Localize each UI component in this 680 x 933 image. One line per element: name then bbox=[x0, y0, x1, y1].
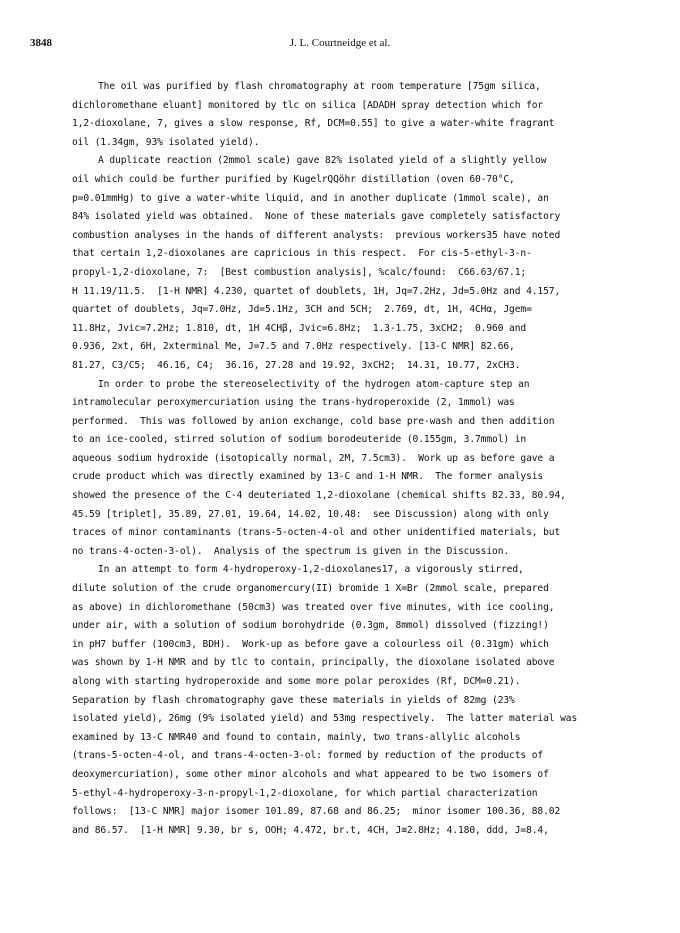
text-line: 45.59 [triplet], 35.89, 27.01, 19.64, 14.02, 10.48: see Discussion) along with only bbox=[72, 508, 549, 520]
text-line: Separation by flash chromatography gave these materials in yields of 82mg (23% bbox=[72, 694, 515, 706]
text-line: no trans-4-octen-3-ol). Analysis of the spectrum is given in the Discussion. bbox=[72, 545, 510, 557]
text-line: in pH7 buffer (100cm3, BDH). Work-up as before gave a colourless oil (0.31gm) which bbox=[72, 638, 549, 650]
text-line: examined by 13-C NMR40 and found to contain, mainly, two trans-allylic alcohols bbox=[72, 731, 521, 743]
text-line: The oil was purified by flash chromatography at room temperature [75gm silica, bbox=[98, 81, 541, 92]
text-line: 84% isolated yield was obtained. None of these materials gave completely satisfactory bbox=[72, 211, 561, 223]
text-line: In order to probe the stereoselectivity of the hydrogen atom-capture step an bbox=[98, 378, 530, 390]
text-line: p=0.01mmHg) to give a water-white liquid, and in another duplicate (1mmol scale), an bbox=[72, 192, 549, 204]
text-line: traces of minor contaminants (trans-5-octen-4-ol and other unidentified materials, but bbox=[72, 527, 561, 539]
text-line: deoxymercuriation), some other minor alcohols and what appeared to be two isomers of bbox=[72, 768, 549, 780]
text-line: aqueous sodium hydroxide (isotopically normal, 2M, 7.5cm3). Work up as before gave a bbox=[72, 452, 555, 464]
page-header bbox=[30, 37, 650, 53]
text-line: propyl-1,2-dioxolane, 7: [Best combustion analysis], %calc/found: C66.63/67.1; bbox=[72, 266, 527, 278]
page-number: 3848 bbox=[30, 37, 52, 49]
text-line: was shown by 1-H NMR and by tlc to contain, principally, the dioxolane isolated above bbox=[72, 657, 555, 669]
text-line: as above) in dichloromethane (50cm3) was treated over five minutes, with ice cooling, bbox=[72, 601, 555, 613]
text-line: performed. This was followed by anion exchange, cold base pre-wash and then addition bbox=[72, 415, 555, 427]
text-line: combustion analyses in the hands of different analysts: previous workers35 have noted bbox=[72, 229, 561, 241]
body-text bbox=[72, 78, 612, 840]
text-line: along with starting hydroperoxide and some more polar peroxides (Rf, DCM=0.21). bbox=[72, 676, 521, 687]
text-line: 1,2-dioxolane, 7, gives a slow response, Rf, DCM=0.55] to give a water-white fragrant bbox=[72, 118, 555, 130]
text-line: oil which could be further purified by KugelrQQöhr distillation (oven 60-70°C, bbox=[72, 173, 515, 185]
text-line: In an attempt to form 4-hydroperoxy-1,2-dioxolanes17, a vigorously stirred, bbox=[98, 564, 524, 576]
text-line: under air, with a solution of sodium borohydride (0.3gm, 8mmol) dissolved (fizzing!) bbox=[72, 620, 549, 632]
text-line: H 11.19/11.5. [1-H NMR] 4.230, quartet of doublets, 1H, Jq=7.2Hz, Jd=5.0Hz and 4.157, bbox=[72, 285, 561, 297]
text-line: to an ice-cooled, stirred solution of sodium borodeuteride (0.155gm, 3.7mmol) in bbox=[72, 434, 527, 446]
text-line: intramolecular peroxymercuriation using the trans-hydroperoxide (2, 1mmol) was bbox=[72, 397, 515, 409]
text-line: 11.8Hz, Jvic=7.2Hz; 1.810, dt, 1H 4CHβ, Jvic=6.8Hz; 1.3-1.75, 3xCH2; 0.960 and bbox=[72, 322, 527, 334]
running-head: J. L. Courtneidge et al. bbox=[289, 37, 391, 49]
text-line: quartet of doublets, Jq=7.0Hz, Jd=5.1Hz, 3CH and 5CH; 2.769, dt, 1H, 4CHα, Jgem= bbox=[72, 304, 532, 316]
text-line: dilute solution of the crude organomercury(II) bromide 1 X=Br (2mmol scale, prepared bbox=[72, 583, 549, 595]
text-line: dichloromethane eluant] monitored by tlc on silica [ADADH spray detection which for bbox=[72, 99, 544, 111]
text-line: 5-ethyl-4-hydroperoxy-3-n-propyl-1,2-dioxolane, for which partial characterization bbox=[72, 787, 538, 799]
text-line: showed the presence of the C-4 deuteriated 1,2-dioxolane (chemical shifts 82.33, 80.94, bbox=[72, 490, 566, 502]
text-line: oil (1.34gm, 93% isolated yield). bbox=[72, 136, 260, 148]
text-line: follows: [13-C NMR] major isomer 101.89, 87.68 and 86.25; minor isomer 100.36, 88.02 bbox=[72, 806, 561, 818]
text-line: 0.936, 2xt, 6H, 2xterminal Me, J=7.5 and 7.0Hz respectively. [13-C NMR] 82.66, bbox=[72, 341, 515, 353]
text-line: that certain 1,2-dioxolanes are capricious in this respect. For cis-5-ethyl-3-n- bbox=[72, 248, 532, 260]
text-line: isolated yield), 26mg (9% isolated yield) and 53mg respectively. The latter material was bbox=[72, 713, 578, 725]
text-line: crude product which was directly examined by 13-C and 1-H NMR. The former analysis bbox=[72, 471, 544, 483]
text-line: A duplicate reaction (2mmol scale) gave 82% isolated yield of a slightly yellow bbox=[98, 155, 547, 167]
text-line: (trans-5-octen-4-ol, and trans-4-octen-3-ol: formed by reduction of the products of bbox=[72, 750, 544, 762]
text-line: and 86.57. [1-H NMR] 9.30, br s, OOH; 4.472, br.t, 4CH, J≅2.8Hz; 4.180, ddd, J=8.4, bbox=[72, 824, 549, 836]
text-line: 81.27, C3/C5; 46.16, C4; 36.16, 27.28 and 19.92, 3xCH2; 14.31, 10.77, 2xCH3. bbox=[72, 359, 521, 371]
